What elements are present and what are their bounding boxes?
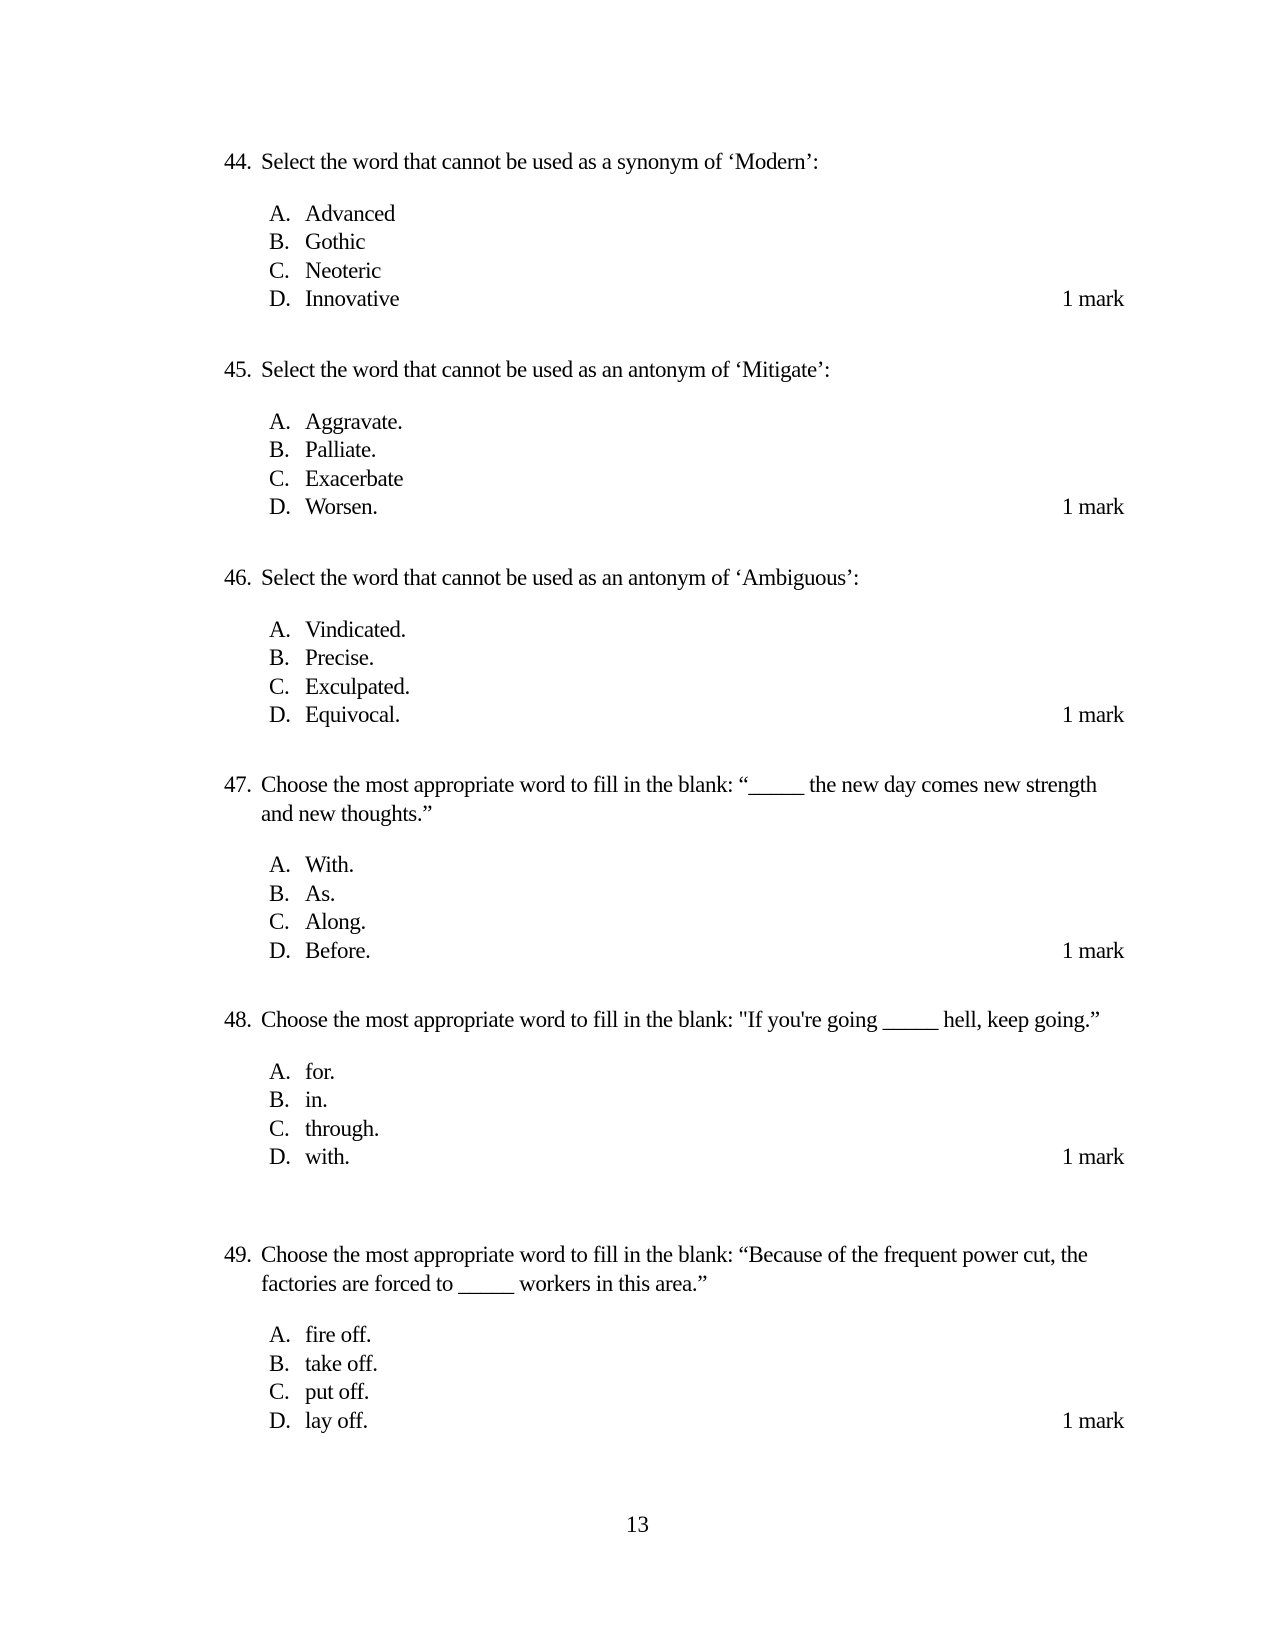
option-c (224, 908, 1124, 937)
option-text: put off. (305, 1379, 370, 1404)
option-text: Aggravate. (305, 408, 403, 434)
mark-label: 1 mark (1061, 1144, 1124, 1169)
question-46 (224, 564, 1124, 730)
mark-label: 1 mark (1061, 702, 1124, 727)
mark-label: 1 mark (1061, 494, 1124, 519)
option-b (224, 228, 1124, 257)
option-list (224, 851, 1124, 965)
option-letter: C. (269, 1115, 290, 1141)
option-b (224, 644, 1124, 673)
question-text: Choose the most appropriate word to fill in the blank: “Because of the frequent power cut, the factories are forced to _____ workers in this area.” (261, 1242, 1088, 1296)
option-letter: C. (269, 1379, 290, 1404)
option-text: with. (305, 1144, 350, 1169)
option-b (224, 1086, 1124, 1115)
option-letter: A. (269, 408, 291, 434)
question-stem (224, 1006, 1124, 1035)
option-text: Along. (305, 909, 366, 934)
option-letter: D. (269, 1407, 291, 1433)
option-text: Innovative (305, 286, 400, 311)
option-text: in. (305, 1087, 328, 1112)
option-text: fire off. (305, 1322, 372, 1347)
option-text: for. (305, 1058, 335, 1084)
question-number: 44. (224, 149, 252, 174)
option-letter: A. (269, 852, 291, 877)
option-a (224, 851, 1124, 880)
option-letter: B. (269, 1350, 290, 1376)
option-letter: D. (269, 1144, 291, 1169)
option-d (224, 1407, 1124, 1436)
question-stem (224, 356, 1124, 385)
option-text: Equivocal. (305, 702, 400, 727)
option-letter: A. (269, 1322, 291, 1347)
option-letter: C. (269, 257, 290, 283)
option-text: As. (305, 880, 336, 906)
question-text: Choose the most appropriate word to fill in the blank: "If you're going _____ hell, keep going.” (261, 1007, 1100, 1032)
option-b (224, 880, 1124, 909)
option-a (224, 1321, 1124, 1350)
question-stem (224, 1241, 1124, 1298)
option-d (224, 701, 1124, 730)
option-letter: D. (269, 702, 291, 727)
option-list (224, 1321, 1124, 1435)
question-number: 46. (224, 565, 252, 590)
question-48 (224, 1006, 1124, 1172)
question-stem (224, 564, 1124, 593)
option-a (224, 200, 1124, 229)
option-letter: C. (269, 465, 290, 491)
option-letter: B. (269, 229, 290, 254)
option-list (224, 408, 1124, 522)
option-letter: B. (269, 880, 290, 906)
page-number: 13 (626, 1512, 649, 1537)
option-b (224, 1350, 1124, 1379)
option-a (224, 616, 1124, 645)
question-49 (224, 1241, 1124, 1435)
option-d (224, 1143, 1124, 1172)
option-letter: A. (269, 616, 291, 642)
option-text: Exculpated. (305, 673, 410, 699)
option-list (224, 1058, 1124, 1172)
question-number: 45. (224, 357, 252, 382)
option-letter: D. (269, 494, 291, 519)
option-text: lay off. (305, 1407, 368, 1433)
question-number: 47. (224, 772, 252, 797)
question-number: 48. (224, 1007, 252, 1032)
option-text: through. (305, 1115, 380, 1141)
option-d (224, 937, 1124, 966)
option-text: Advanced (305, 200, 396, 226)
question-number: 49. (224, 1242, 252, 1267)
mark-label: 1 mark (1061, 286, 1124, 311)
option-text: Neoteric (305, 257, 381, 283)
option-letter: A. (269, 200, 291, 226)
question-44 (224, 148, 1124, 314)
question-text: Select the word that cannot be used as a synonym of ‘Modern’: (261, 149, 819, 174)
option-letter: B. (269, 1087, 290, 1112)
option-c (224, 1115, 1124, 1144)
option-letter: C. (269, 673, 290, 699)
option-letter: B. (269, 437, 290, 462)
option-text: Exacerbate (305, 465, 404, 491)
mark-label: 1 mark (1061, 1407, 1124, 1433)
option-b (224, 436, 1124, 465)
question-text: Select the word that cannot be used as an antonym of ‘Ambiguous’: (261, 565, 860, 590)
option-c (224, 257, 1124, 286)
option-text: take off. (305, 1350, 378, 1376)
question-stem (224, 771, 1124, 828)
option-text: Vindicated. (305, 616, 406, 642)
option-letter: D. (269, 286, 291, 311)
option-d (224, 493, 1124, 522)
question-47 (224, 771, 1124, 965)
option-letter: B. (269, 645, 290, 670)
question-text: Choose the most appropriate word to fill in the blank: “_____ the new day comes new strength and new thoughts.” (261, 772, 1097, 826)
option-text: Palliate. (305, 437, 377, 462)
question-45 (224, 356, 1124, 522)
option-list (224, 616, 1124, 730)
option-text: Precise. (305, 645, 374, 670)
option-text: Before. (305, 937, 371, 963)
option-c (224, 1378, 1124, 1407)
option-letter: C. (269, 909, 290, 934)
option-a (224, 408, 1124, 437)
option-letter: D. (269, 937, 291, 963)
question-stem (224, 148, 1124, 177)
option-text: Worsen. (305, 494, 378, 519)
option-letter: A. (269, 1058, 291, 1084)
option-a (224, 1058, 1124, 1087)
option-text: Gothic (305, 229, 366, 254)
option-d (224, 285, 1124, 314)
mark-label: 1 mark (1061, 937, 1124, 963)
option-c (224, 465, 1124, 494)
option-list (224, 200, 1124, 314)
question-text: Select the word that cannot be used as an antonym of ‘Mitigate’: (261, 357, 831, 382)
option-c (224, 673, 1124, 702)
option-text: With. (305, 852, 354, 877)
